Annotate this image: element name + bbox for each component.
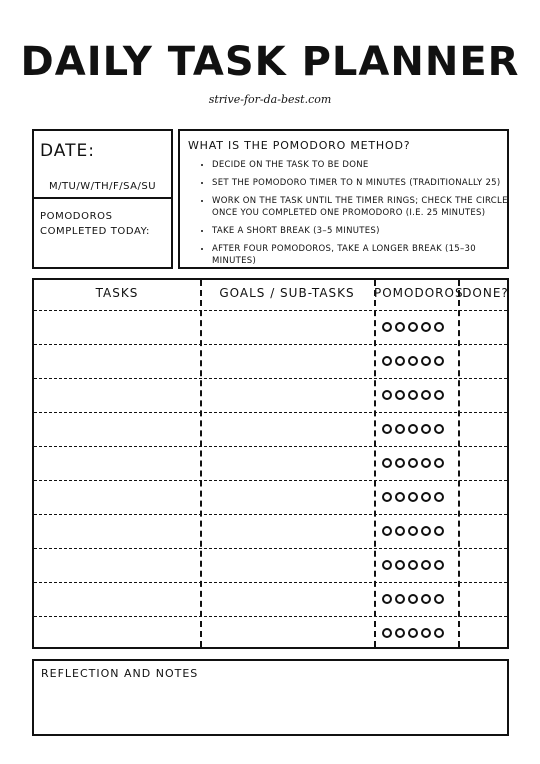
date-box xyxy=(32,129,173,199)
pomodoro-circles xyxy=(382,560,462,570)
pomodoro-circle-checkbox[interactable] xyxy=(421,424,431,434)
pomodoro-circles xyxy=(382,356,462,366)
pomodoro-circle-checkbox[interactable] xyxy=(434,526,444,536)
pomodoro-circle-checkbox[interactable] xyxy=(395,628,405,638)
pomodoro-circle-checkbox[interactable] xyxy=(408,356,418,366)
pomodoro-circle-checkbox[interactable] xyxy=(421,526,431,536)
pomodoro-circle-checkbox[interactable] xyxy=(395,492,405,502)
pomodoro-circle-checkbox[interactable] xyxy=(421,458,431,468)
pomodoro-circle-checkbox[interactable] xyxy=(408,594,418,604)
pomodoro-circle-checkbox[interactable] xyxy=(421,560,431,570)
table-row[interactable] xyxy=(34,412,507,446)
method-step: • WORK ON THE TASK UNTIL THE TIMER RINGS; CHECK THE CIRCLE ONCE YOU COMPLETED ONE PROMODORO (I.E. 25 MINUTES) xyxy=(212,195,512,219)
table-row[interactable] xyxy=(34,446,507,480)
pomodoro-circles xyxy=(382,322,462,332)
pomodoro-circle-checkbox[interactable] xyxy=(382,458,392,468)
pomodoro-method-box xyxy=(178,129,509,269)
method-step: • SET THE POMODORO TIMER TO N MINUTES (TRADITIONALLY 25) xyxy=(212,177,512,189)
pomodoro-circle-checkbox[interactable] xyxy=(408,492,418,502)
table-row[interactable] xyxy=(34,616,507,650)
table-row[interactable] xyxy=(34,310,507,344)
pomodoro-circle-checkbox[interactable] xyxy=(382,356,392,366)
column-header-tasks: TASKS xyxy=(95,286,139,300)
pomodoro-circle-checkbox[interactable] xyxy=(408,458,418,468)
method-step: • DECIDE ON THE TASK TO BE DONE xyxy=(212,159,512,171)
pomodoro-circle-checkbox[interactable] xyxy=(382,322,392,332)
pomodoro-circle-checkbox[interactable] xyxy=(395,594,405,604)
column-header-pomodoros: POMODOROS xyxy=(374,286,464,300)
pomodoro-circle-checkbox[interactable] xyxy=(382,492,392,502)
page-title: DAILY TASK PLANNER xyxy=(20,39,520,85)
pomodoro-circle-checkbox[interactable] xyxy=(434,560,444,570)
reflection-notes-box[interactable] xyxy=(32,659,509,736)
pomodoros-completed-box xyxy=(32,199,173,269)
table-row[interactable] xyxy=(34,344,507,378)
pomodoro-circle-checkbox[interactable] xyxy=(434,594,444,604)
table-row[interactable] xyxy=(34,514,507,548)
pomodoros-completed-label: POMODOROS COMPLETED TODAY: xyxy=(40,211,151,237)
pomodoro-circle-checkbox[interactable] xyxy=(395,322,405,332)
pomodoro-circle-checkbox[interactable] xyxy=(408,560,418,570)
weekday-selector[interactable]: M/TU/W/TH/F/SA/SU xyxy=(48,181,157,192)
pomodoro-circle-checkbox[interactable] xyxy=(408,322,418,332)
pomodoro-circles xyxy=(382,628,462,638)
pomodoro-circle-checkbox[interactable] xyxy=(395,356,405,366)
pomodoro-circle-checkbox[interactable] xyxy=(434,322,444,332)
pomodoro-circle-checkbox[interactable] xyxy=(395,458,405,468)
pomodoro-circle-checkbox[interactable] xyxy=(395,526,405,536)
pomodoro-circles xyxy=(382,492,462,502)
pomodoro-circle-checkbox[interactable] xyxy=(382,628,392,638)
pomodoro-circle-checkbox[interactable] xyxy=(382,526,392,536)
method-step: • AFTER FOUR POMODOROS, TAKE A LONGER BREAK (15–30 MINUTES) xyxy=(212,243,512,267)
pomodoro-circles xyxy=(382,594,462,604)
table-row[interactable] xyxy=(34,480,507,514)
pomodoro-circles xyxy=(382,526,462,536)
pomodoro-circle-checkbox[interactable] xyxy=(434,356,444,366)
table-row[interactable] xyxy=(34,378,507,412)
pomodoro-circle-checkbox[interactable] xyxy=(408,526,418,536)
pomodoro-circle-checkbox[interactable] xyxy=(434,424,444,434)
pomodoro-circle-checkbox[interactable] xyxy=(421,390,431,400)
pomodoro-circle-checkbox[interactable] xyxy=(408,424,418,434)
pomodoro-circle-checkbox[interactable] xyxy=(434,492,444,502)
task-table xyxy=(32,278,509,649)
pomodoro-circle-checkbox[interactable] xyxy=(434,458,444,468)
pomodoro-circle-checkbox[interactable] xyxy=(395,424,405,434)
pomodoro-circle-checkbox[interactable] xyxy=(382,424,392,434)
pomodoro-circle-checkbox[interactable] xyxy=(408,628,418,638)
pomodoro-circles xyxy=(382,458,462,468)
reflection-notes-label: REFLECTION AND NOTES xyxy=(41,667,199,680)
pomodoro-circles xyxy=(382,390,462,400)
date-label: DATE: xyxy=(40,141,95,161)
method-title: WHAT IS THE POMODORO METHOD? xyxy=(188,139,411,152)
pomodoro-circle-checkbox[interactable] xyxy=(382,560,392,570)
method-step: • TAKE A SHORT BREAK (3–5 MINUTES) xyxy=(212,225,512,237)
table-row[interactable] xyxy=(34,548,507,582)
method-steps-list xyxy=(200,159,512,273)
pomodoro-circle-checkbox[interactable] xyxy=(382,390,392,400)
pomodoro-circle-checkbox[interactable] xyxy=(421,322,431,332)
pomodoro-circle-checkbox[interactable] xyxy=(421,594,431,604)
column-header-goals: GOALS / SUB-TASKS xyxy=(219,286,355,300)
pomodoro-circles xyxy=(382,424,462,434)
pomodoro-circle-checkbox[interactable] xyxy=(408,390,418,400)
pomodoro-circle-checkbox[interactable] xyxy=(421,492,431,502)
pomodoro-circle-checkbox[interactable] xyxy=(421,628,431,638)
table-row[interactable] xyxy=(34,582,507,616)
pomodoro-circle-checkbox[interactable] xyxy=(434,390,444,400)
website-subtitle: strive-for-da-best.com xyxy=(208,93,332,106)
column-header-done: DONE? xyxy=(462,286,509,300)
pomodoro-circle-checkbox[interactable] xyxy=(395,390,405,400)
pomodoro-circle-checkbox[interactable] xyxy=(434,628,444,638)
pomodoro-circle-checkbox[interactable] xyxy=(382,594,392,604)
pomodoro-circle-checkbox[interactable] xyxy=(395,560,405,570)
pomodoro-circle-checkbox[interactable] xyxy=(421,356,431,366)
